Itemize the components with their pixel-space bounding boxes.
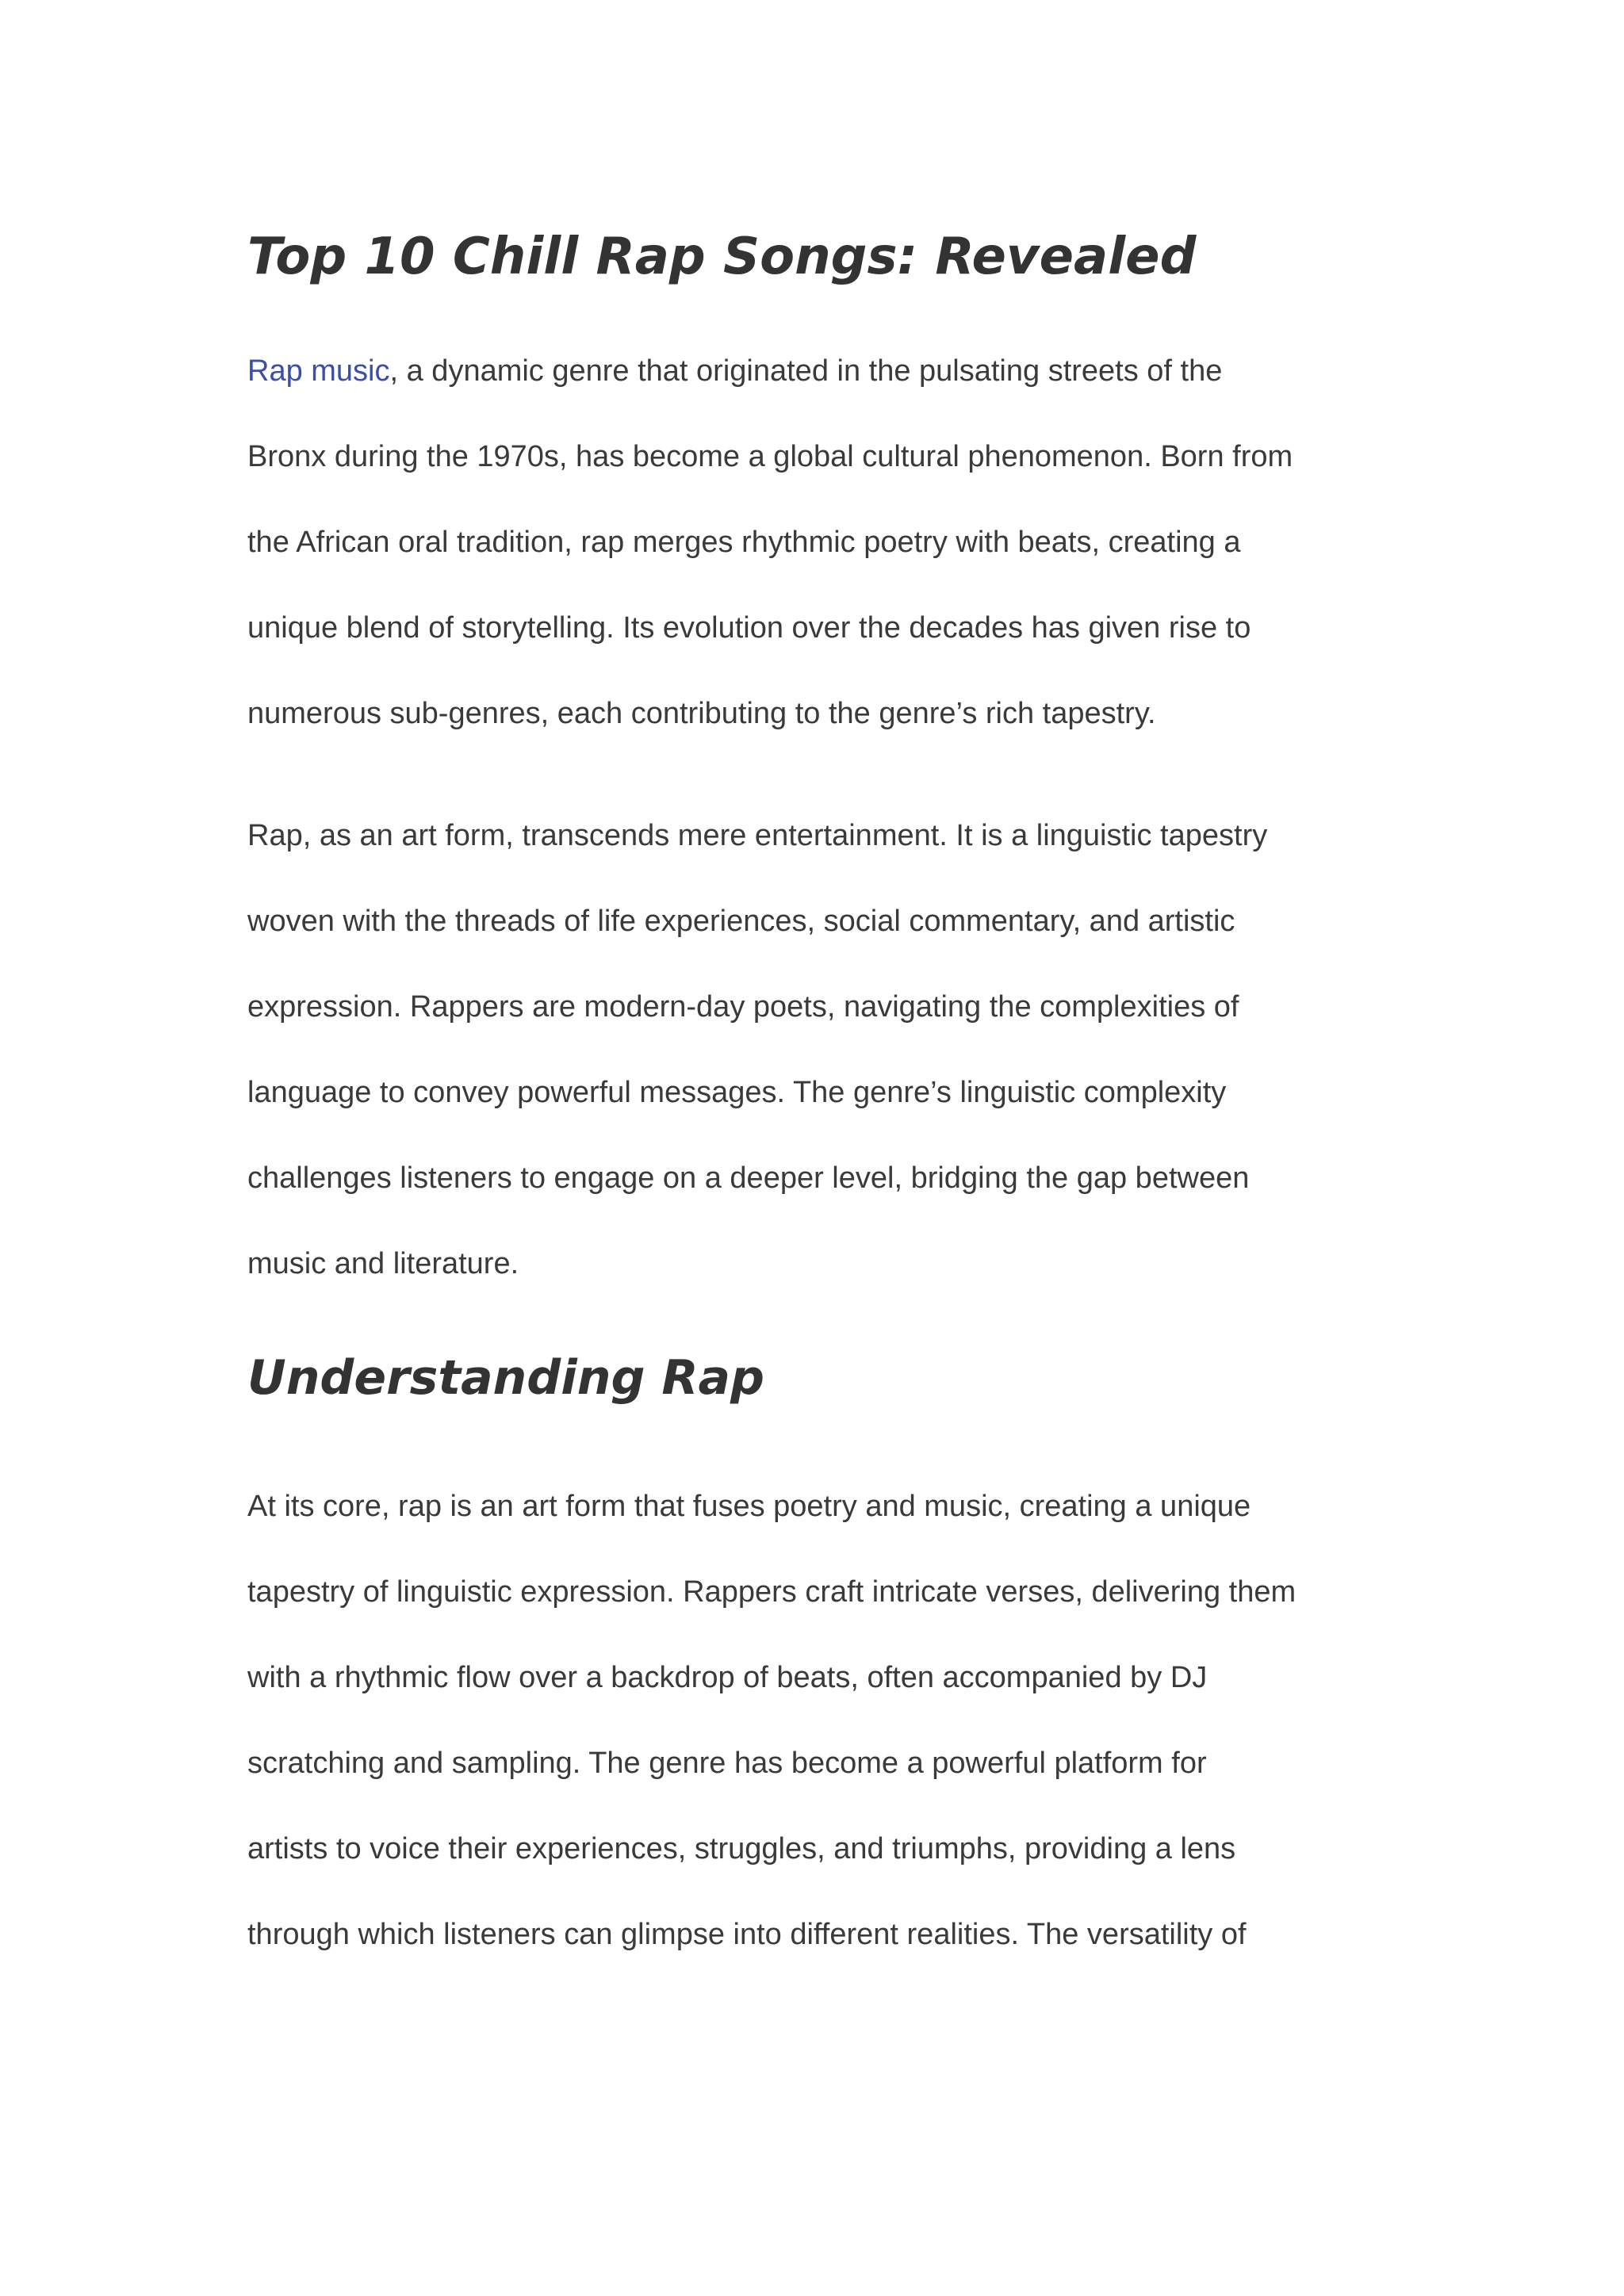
rap-music-link[interactable]: Rap music [247, 354, 390, 388]
paragraph-line: scratching and sampling. The genre has become a powerful platform for [247, 1747, 1207, 1780]
intro-first-line-text: , a dynamic genre that originated in the pulsating streets of the [389, 354, 1223, 388]
paragraph-line: woven with the threads of life experiences, social commentary, and artistic [247, 905, 1235, 938]
paragraph-line: At its core, rap is an art form that fuses poetry and music, creating a unique [247, 1490, 1251, 1523]
article-title: Top 10 Chill Rap Songs: Revealed [247, 228, 1197, 286]
paragraph-line: numerous sub-genres, each contributing to the genre’s rich tapestry. [247, 697, 1156, 730]
art-form-paragraph [247, 807, 1405, 1321]
understanding-rap-paragraph [247, 1478, 1405, 1992]
paragraph-line: with a rhythmic flow over a backdrop of beats, often accompanied by DJ [247, 1661, 1208, 1694]
paragraph-line: expression. Rappers are modern-day poets, navigating the complexities of [247, 990, 1239, 1024]
paragraph-line: the African oral tradition, rap merges rhythmic poetry with beats, creating a [247, 526, 1241, 559]
paragraph-line: through which listeners can glimpse into different realities. The versatility of [247, 1918, 1247, 1951]
paragraph-line: music and literature. [247, 1247, 519, 1280]
paragraph-line [247, 342, 1405, 428]
paragraph-line: artists to voice their experiences, struggles, and triumphs, providing a lens [247, 1832, 1236, 1866]
intro-paragraph [247, 342, 1405, 771]
paragraph-line: challenges listeners to engage on a deeper level, bridging the gap between [247, 1161, 1250, 1195]
paragraph-line: tapestry of linguistic expression. Rappers craft intricate verses, delivering them [247, 1575, 1297, 1609]
paragraph-line: Rap, as an art form, transcends mere entertainment. It is a linguistic tapestry [247, 819, 1268, 852]
section-heading-understanding-rap: Understanding Rap [247, 1350, 764, 1406]
paragraph-line: Bronx during the 1970s, has become a global cultural phenomenon. Born from [247, 440, 1293, 473]
paragraph-line: language to convey powerful messages. The genre’s linguistic complexity [247, 1076, 1227, 1109]
paragraph-line: unique blend of storytelling. Its evolution over the decades has given rise to [247, 611, 1251, 645]
